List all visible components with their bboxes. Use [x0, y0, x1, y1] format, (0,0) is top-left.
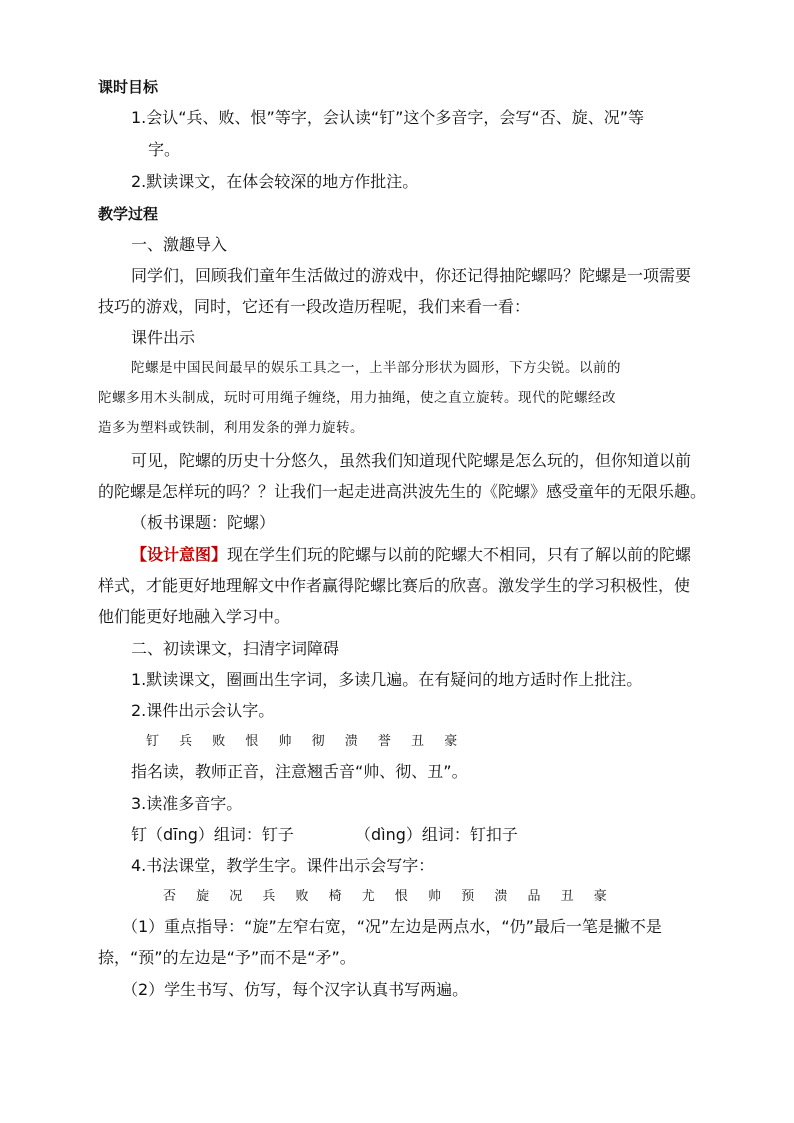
- design-intent-line2: 样式，才能更好地理解文中作者赢得陀螺比赛后的欣喜。激发学生的学习积极性，使: [98, 576, 691, 595]
- design-intent-line1: [131, 545, 691, 565]
- section1-para2-line2: 的陀螺是怎样玩的吗？？让我们一起走进高洪波先生的《陀螺》感受童年的无限乐趣。: [98, 482, 707, 501]
- courseware-label: 课件出示: [131, 328, 196, 347]
- goal-line-1-cont: 字。: [148, 140, 181, 159]
- point1-line2: 捺，“预”的左边是“予”而不是“矛”。: [98, 948, 356, 967]
- polyphone-ding4: （dìng）组词：钉扣子: [355, 825, 518, 844]
- section1-para1-line2: 技巧的游戏，同时，它还有一段改造历程呢，我们来看一看：: [98, 297, 531, 316]
- recognize-chars-row: 钉 兵 败 恨 帅 彻 溃 誉 丑 豪: [146, 734, 459, 749]
- section1-para1-line1: 同学们，回顾我们童年生活做过的游戏中，你还记得抽陀螺吗？陀螺是一项需要: [131, 266, 692, 285]
- point1-line1: （1）重点指导：“旋”左窄右宽，“况”左边是两点水，“仍”最后一笔是撇不是: [122, 917, 662, 936]
- section2-step4: 4.书法课堂，教学生字。课件出示会写字：: [131, 856, 435, 875]
- section1-para2-line1: 可见，陀螺的历史十分悠久，虽然我们知道现代陀螺是怎么玩的，但你知道以前: [131, 451, 692, 470]
- section1-title: 一、激趣导入: [131, 235, 228, 254]
- point2: （2）学生书写、仿写，每个汉字认真书写两遍。: [122, 980, 469, 999]
- heading-goals: 课时目标: [98, 78, 159, 96]
- goal-line-1: 1.会认“兵、败、恨”等字，会认读“钉”这个多音字，会写“否、旋、况”等: [131, 108, 645, 127]
- section2-step3: 3.读准多音字。: [131, 794, 243, 813]
- goal-line-2: 2.默读课文，在体会较深的地方作批注。: [131, 172, 419, 191]
- section2-step2: 2.课件出示会认字。: [131, 701, 275, 720]
- design-intent-label: 【设计意图】: [131, 545, 228, 564]
- courseware-text-line3: 造多为塑料或铁制，利用发条的弹力旋转。: [98, 420, 364, 436]
- board-title: （板书课题：陀螺）: [131, 513, 276, 532]
- polyphone-ding1: 钉（dīng）组词：钉子: [131, 825, 294, 844]
- design-intent-text: 现在学生们玩的陀螺与以前的陀螺大不相同，只有了解以前的陀螺: [227, 545, 692, 564]
- courseware-text-line2: 陀螺多用木头制成，玩时可用绳子缠绕，用力抽绳，使之直立旋转。现代的陀螺经改: [98, 390, 616, 406]
- section2-step2-note: 指名读，教师正音，注意翘舌音“帅、彻、丑”。: [131, 762, 468, 781]
- courseware-text-line1: 陀螺是中国民间最早的娱乐工具之一，上半部分形状为圆形，下方尖锐。以前的: [131, 360, 621, 376]
- write-chars-row: 否 旋 况 兵 败 椅 尤 恨 帅 预 溃 品 丑 豪: [163, 889, 608, 904]
- design-intent-line3: 他们能更好地融入学习中。: [98, 607, 291, 626]
- section2-step1: 1.默读课文，圈画出生字词，多读几遍。在有疑问的地方适时作上批注。: [131, 670, 643, 689]
- heading-process: 教学过程: [98, 205, 159, 223]
- section2-title: 二、初读课文，扫清字词障碍: [131, 639, 340, 658]
